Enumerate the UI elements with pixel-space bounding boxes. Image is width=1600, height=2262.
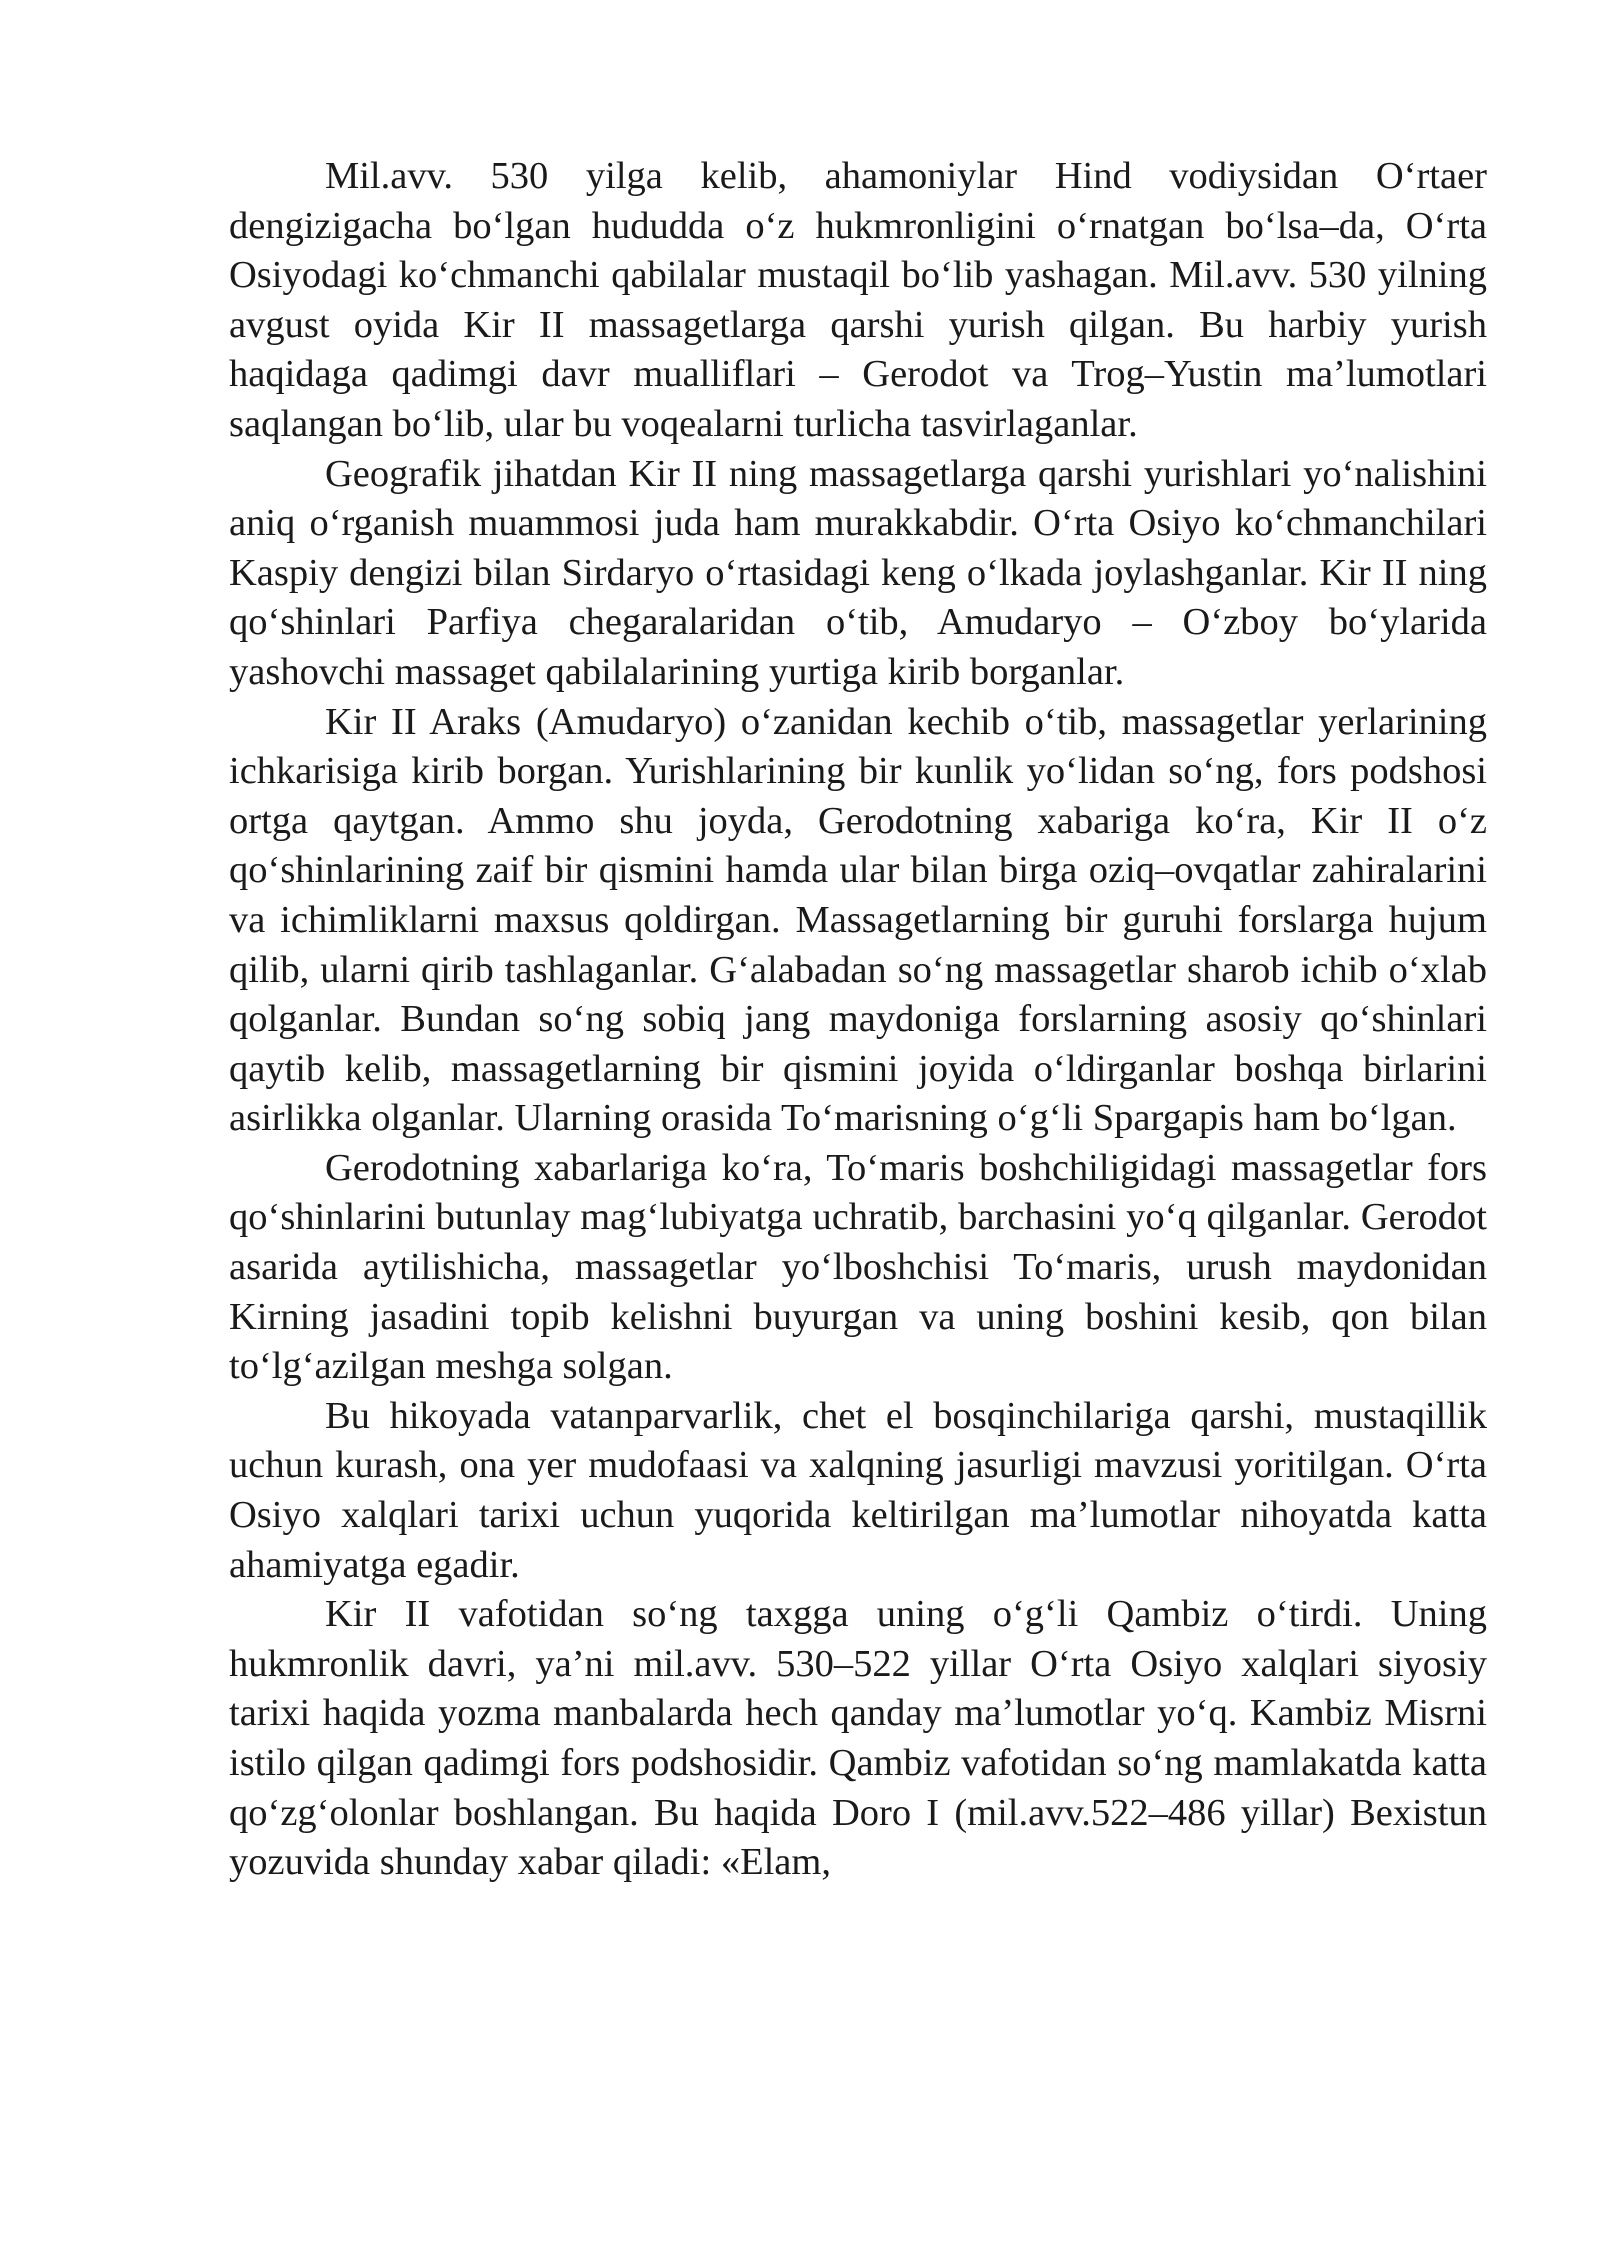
paragraph-1: Mil.avv. 530 yilga kelib, ahamoniylar Hind vodiysidan O‘rtaer dengizigacha bo‘lgan hududda o‘z hukmronligini o‘rnatgan bo‘lsa–da, O‘rta Osiyodagi ko‘chmanchi qabilalar mustaqil bo‘lib yashagan. Mil.avv. 530 yilning avgust oyida Kir II massagetlarga qarshi yurish qilgan. Bu harbiy yurish haqidaga qadimgi davr mualliflari – Gerodot va Trog–Yustin ma’lumotlari saqlangan bo‘lib, ular bu voqealarni turlicha tasvirlaganlar. <box>229 155 1487 445</box>
paragraph-5: Bu hikoyada vatanparvarlik, chet el bosqinchilariga qarshi, mustaqillik uchun kurash, ona yer mudofaasi va xalqning jasurligi mavzusi yoritilgan. O‘rta Osiyo xalqlari tarixi uchun yuqorida keltirilgan ma’lumotlar nihoyatda katta ahamiyatga egadir. <box>229 1394 1487 1586</box>
body-text <box>229 152 1487 1888</box>
paragraph-6: Kir II vafotidan so‘ng taxgga uning o‘g‘li Qambiz o‘tirdi. Uning hukmronlik davri, ya’ni mil.avv. 530–522 yillar O‘rta Osiyo xalqlari siyosiy tarixi haqida yozma manbalarda hech qanday ma’lumotlar yo‘q. Kambiz Misrni istilo qilgan qadimgi fors podshosidir. Qambiz vafotidan so‘ng mamlakatda katta qo‘zg‘olonlar boshlangan. Bu haqida Doro I (mil.avv.522–486 yillar) Bexistun yozuvida shunday xabar qiladi: «Elam, <box>229 1593 1487 1884</box>
paragraph-2: Geografik jihatdan Kir II ning massagetlarga qarshi yurishlari yo‘nalishini aniq o‘rganish muammosi juda ham murakkabdir. O‘rta Osiyo ko‘chmanchilari Kaspiy dengizi bilan Sirdaryo o‘rtasidagi keng o‘lkada joylashganlar. Kir II ning qo‘shinlari Parfiya chegaralaridan o‘tib, Amudaryo – O‘zboy bo‘ylarida yashovchi massaget qabilalarining yurtiga kirib borganlar. <box>229 452 1487 693</box>
paragraph-3: Kir II Araks (Amudaryo) o‘zanidan kechib o‘tib, massagetlar yerlarining ichkarisiga kirib borgan. Yurishlarining bir kunlik yo‘lidan so‘ng, fors podshosi ortga qaytgan. Ammo shu joyda, Gerodotning xabariga ko‘ra, Kir II o‘z qo‘shinlarining zaif bir qismini hamda ular bilan birga oziq–ovqatlar zahiralarini va ichimliklarni maxsus qoldirgan. Massagetlarning bir guruhi forslarga hujum qilib, ularni qirib tashlaganlar. G‘alabadan so‘ng massagetlar sharob ichib o‘xlab qolganlar. Bundan so‘ng sobiq jang maydoniga forslarning asosiy qo‘shinlari qaytib kelib, massagetlarning bir qismini joyida o‘ldirganlar boshqa birlarini asirlikka olganlar. Ularning orasida To‘marisning o‘g‘li Spargapis ham bo‘lgan. <box>229 700 1487 1140</box>
paragraph-4: Gerodotning xabarlariga ko‘ra, To‘maris boshchiligidagi massagetlar fors qo‘shinlarini butunlay mag‘lubiyatga uchratib, barchasini yo‘q qilganlar. Gerodot asarida aytilishicha, massagetlar yo‘lboshchisi To‘maris, urush maydonidan Kirning jasadini topib kelishni buyurgan va uning boshini kesib, qon bilan to‘lg‘azilgan meshga solgan. <box>229 1146 1487 1388</box>
